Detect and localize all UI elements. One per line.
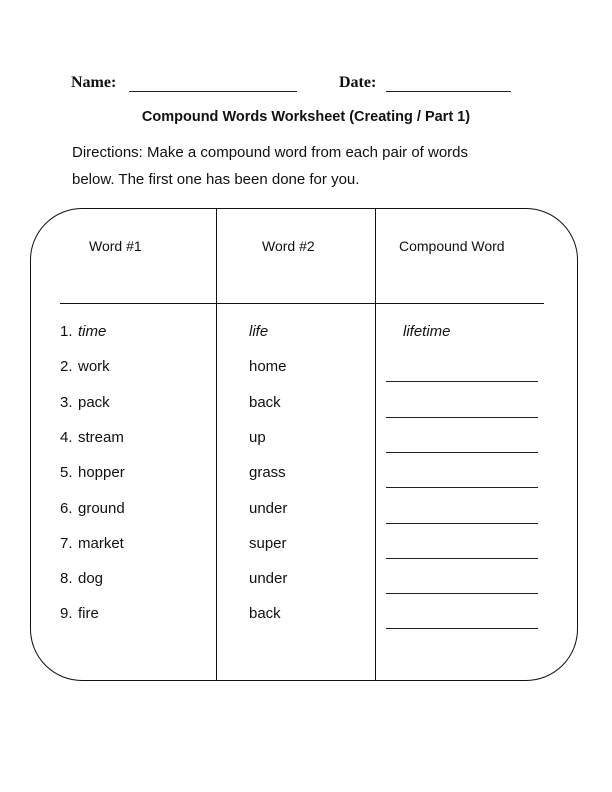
worksheet-title: Compound Words Worksheet (Creating / Part 1) [141,109,471,125]
row-number: 2. [60,358,73,376]
name-blank-line[interactable] [129,91,297,92]
word-1-cell: time [78,323,107,340]
word-2-cell: back [249,393,281,411]
compound-word-blank[interactable] [386,381,538,382]
column-header-word-1: Word #1 [89,238,142,254]
name-label: Name: [71,74,117,91]
compound-word-blank[interactable] [386,523,538,524]
column-divider [216,209,217,681]
word-2-cell: super [249,534,287,552]
row-number: 8. [60,570,73,588]
column-header-compound-word: Compound Word [399,238,505,254]
word-2-cell: under [249,570,288,588]
row-number: 7. [60,534,73,552]
word-2-cell: back [249,605,281,623]
row-number: 6. [60,499,73,517]
column-divider [375,209,376,681]
word-2-cell: under [249,499,288,517]
word-2-cell: home [249,358,287,376]
row-number: 4. [60,428,73,446]
date-blank-line[interactable] [386,91,511,92]
row-number: 5. [60,464,73,482]
row-number: 3. [60,393,73,411]
directions-line-2: below. The first one has been done for you. [72,171,360,188]
word-1-cell: dog [78,570,104,588]
word-2-cell: life [249,323,269,340]
compound-word-blank[interactable] [386,558,538,559]
word-1-cell: work [78,358,110,376]
compound-word-blank[interactable] [386,487,538,488]
compound-word-blank[interactable] [386,628,538,629]
row-number: 1. [60,323,73,340]
word-1-cell: ground [78,499,125,517]
word-1-cell: pack [78,393,110,411]
compound-word-answer: lifetime [403,323,451,340]
word-1-cell: fire [78,605,99,623]
row-number: 9. [60,605,73,623]
header-rule [60,303,544,304]
column-header-word-2: Word #2 [262,238,315,254]
word-2-cell: up [249,428,266,446]
compound-word-blank[interactable] [386,452,538,453]
word-1-cell: stream [78,428,124,446]
compound-word-blank[interactable] [386,593,538,594]
word-1-cell: hopper [78,464,125,482]
compound-word-blank[interactable] [386,417,538,418]
word-1-cell: market [78,534,124,552]
date-label: Date: [339,74,377,91]
word-2-cell: grass [249,464,286,482]
directions-line-1: Directions: Make a compound word from each pair of words [72,144,469,161]
